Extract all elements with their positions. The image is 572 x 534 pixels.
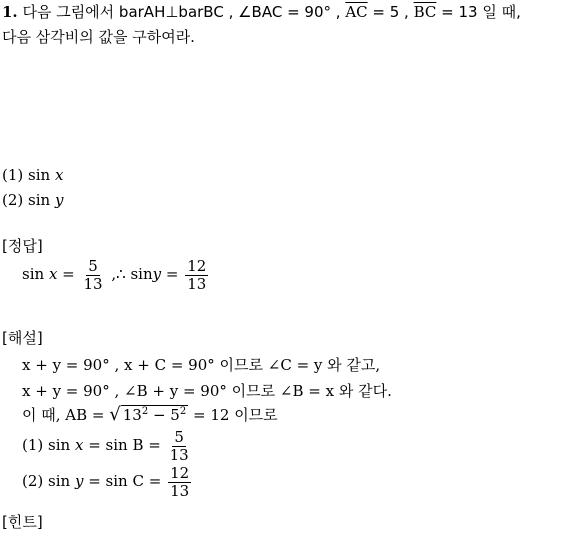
problem-line-2: 다음 삼각비의 값을 구하여라. — [2, 28, 195, 46]
solution-line-4: (1) sin x = sin B = $\frac{5}{13}$ — [22, 427, 189, 464]
solution-line-5: (2) sin y = sin C = $\frac{12}{13}$ — [22, 463, 190, 500]
answer-line: sin x = $\frac{5}{13}$ ,∴ siny = $\frac{12}{13}$ — [22, 256, 207, 293]
problem-text-1b: = 5 , — [367, 3, 414, 21]
solution-line-2: x + y = 90° , ∠B + y = 90° 이므로 ∠B = x 와 같다. — [22, 382, 392, 400]
problem-text-1c: = 13 일 때, — [436, 3, 521, 21]
answer-fraction-2: $\frac{12}{13}$ — [187, 256, 207, 293]
segment-ac: $\overline{AC}$ — [345, 3, 368, 21]
sqrt-expression: √ $13^2 - 5^2$ — [109, 404, 187, 425]
answer-header: [정답] — [2, 237, 43, 255]
hint-header: [힌트] — [2, 513, 43, 531]
solution-fraction-1: $\frac{5}{13}$ — [169, 427, 189, 464]
solution-line-3: 이 때, AB = √ $13^2 - 5^2$ = 12 이므로 — [22, 404, 278, 425]
solution-line-1: x + y = 90° , x + C = 90° 이므로 ∠C = y 와 같고, — [22, 356, 381, 374]
solution-fraction-2: $\frac{12}{13}$ — [170, 463, 190, 500]
solution-header: [해설] — [2, 329, 43, 347]
problem-item-1: (1) sin x — [2, 166, 64, 184]
problem-line-1 — [2, 2, 521, 22]
problem-text-1a: 다음 그림에서 barAH⊥barBC , ∠BAC = 90° , — [22, 3, 346, 21]
problem-item-2: (2) sin y — [2, 191, 64, 209]
segment-bc: $\overline{BC}$ — [413, 3, 437, 21]
problem-number: 1. — [2, 3, 18, 21]
answer-fraction-1: $\frac{5}{13}$ — [83, 256, 103, 293]
